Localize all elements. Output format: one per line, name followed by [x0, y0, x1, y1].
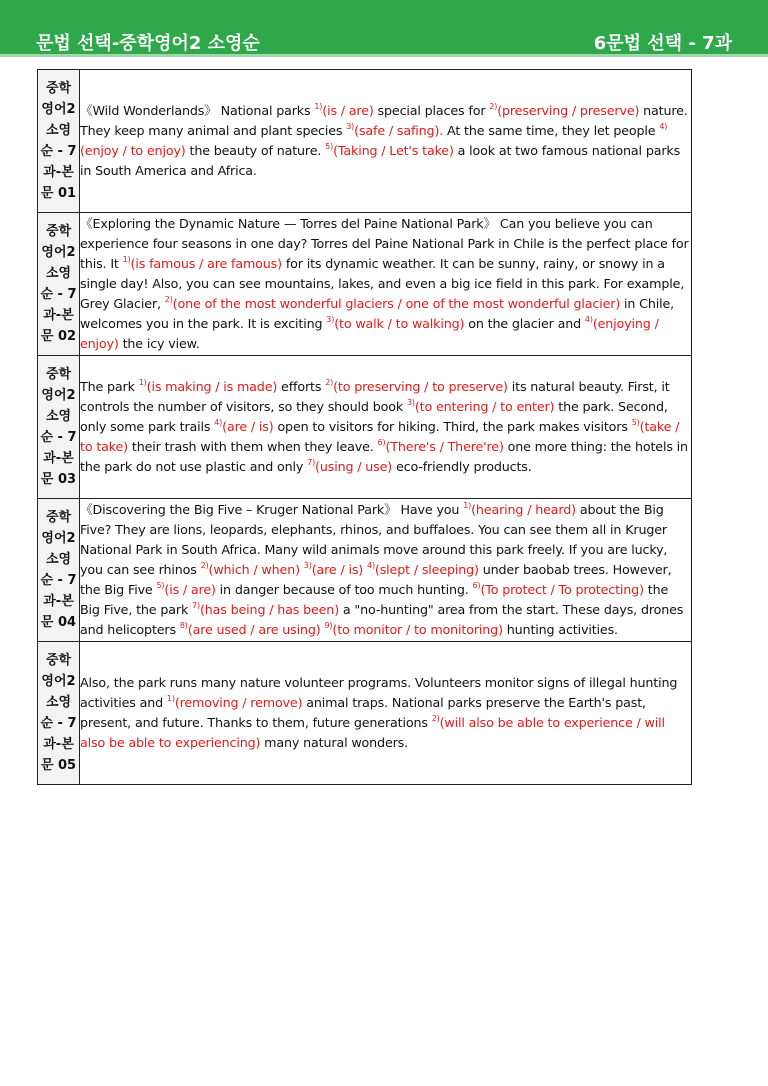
choice-pair[interactable]: (enjoying / enjoy) — [80, 316, 659, 351]
blank-number: 1) — [463, 501, 472, 510]
label-line: 소영 — [45, 123, 72, 138]
label-line: 영어2 — [41, 388, 76, 403]
blank-number: 5) — [631, 418, 640, 427]
table-row — [38, 642, 692, 785]
row-label — [38, 213, 80, 356]
choice-pair[interactable]: (enjoy / to enjoy) — [80, 143, 186, 158]
label-line: 영어2 — [41, 245, 76, 260]
label-line: 중학 — [45, 367, 72, 382]
blank-number: 4) — [367, 561, 375, 570]
label-line: 과-본 — [43, 451, 74, 466]
label-line: 중학 — [45, 653, 72, 668]
header-title: 문법 선택-중학영어2 소영순 — [36, 33, 260, 54]
label-line: 중학 — [45, 81, 72, 96]
choice-pair[interactable]: (is / are) — [322, 103, 374, 118]
row-label — [38, 642, 80, 785]
blank-number: 4) — [584, 315, 593, 324]
blank-number: 7) — [192, 601, 200, 610]
choice-pair[interactable]: (To protect / To protecting) — [480, 582, 644, 597]
blank-number: 2) — [325, 378, 334, 387]
label-line: 과-본 — [43, 594, 74, 609]
blank-number: 2) — [489, 102, 498, 111]
choice-pair[interactable]: (slept / sleeping) — [374, 562, 479, 577]
question-table — [37, 69, 692, 785]
label-line: 소영 — [45, 266, 72, 281]
choice-pair[interactable]: (removing / remove) — [174, 695, 303, 710]
choice-pair[interactable]: (which / when) — [208, 562, 300, 577]
table-row — [38, 499, 692, 642]
blank-number: 2) — [164, 295, 173, 304]
label-line: 과-본 — [43, 737, 74, 752]
choice-pair[interactable]: (take / to take) — [80, 419, 680, 454]
blank-number: 2) — [200, 561, 209, 570]
label-line: 순 - 7 — [40, 716, 77, 731]
label-line: 문 01 — [40, 186, 77, 201]
row-label — [38, 356, 80, 499]
choice-pair[interactable]: (are / is) — [222, 419, 274, 434]
blank-number: 7) — [307, 458, 316, 467]
label-line: 소영 — [45, 409, 72, 424]
label-line: 문 02 — [40, 329, 77, 344]
label-line: 문 04 — [40, 615, 77, 630]
blank-number: 3) — [303, 561, 312, 570]
choice-pair[interactable]: (to entering / to enter) — [414, 399, 555, 414]
label-line: 과-본 — [43, 165, 74, 180]
choice-pair[interactable]: (to walk / to walking) — [334, 316, 465, 331]
table-row — [38, 70, 692, 213]
choice-pair[interactable]: (safe / safing). — [354, 123, 444, 138]
label-line: 영어2 — [41, 531, 76, 546]
choice-pair[interactable]: (Taking / Let's take) — [333, 143, 454, 158]
blank-number: 5) — [156, 581, 165, 590]
choice-pair[interactable]: (are / is) — [311, 562, 364, 577]
choice-pair[interactable]: (has being / has been) — [199, 602, 339, 617]
label-line: 순 - 7 — [40, 287, 77, 302]
blank-number: 6) — [472, 581, 481, 590]
label-line: 과-본 — [43, 308, 74, 323]
choice-pair[interactable]: (will also be able to experience / will also be able to experiencing) — [80, 715, 665, 750]
passage-text: 《Exploring the Dynamic Nature — Torres del Paine National Park》 Can you believe you can experience four seasons in one day? Torres del Paine National Park in Chile is the perfect place for this. It $^{1)}$(is famous / are famous) for its dynamic weather. It can be sunny, rainy, or snowy in a single day! Also, you can see mountains, lakes, and even a big ice field in this park. For example, Grey Glacier, $^{2)}$(one of the most wonderful glaciers / one of the most wonderful glacier) in Chile, welcomes you in the park. It is exciting $^{3)}$(to walk / to walking) on the glacier and $^{4)}$(enjoying / enjoy) the icy view. — [80, 213, 692, 356]
label-line: 소영 — [45, 552, 72, 567]
row-label — [38, 499, 80, 642]
header-lesson: 6문법 선택 - 7과 — [593, 33, 732, 54]
label-line: 문 03 — [40, 472, 77, 487]
blank-number: 5) — [325, 142, 334, 151]
blank-number: 1) — [166, 694, 175, 703]
passage-text: Also, the park runs many nature volunteer programs. Volunteers monitor signs of illegal hunting activities and $^{1)}$(removing / remove) animal traps. National parks preserve the Earth's past, present, and future. Thanks to them, future generations $^{2)}$(will also be able to experience / will also be able to experiencing) many natural wonders. — [80, 642, 692, 785]
choice-pair[interactable]: (is / are) — [164, 582, 216, 597]
blank-number: 2) — [431, 714, 440, 723]
choice-pair[interactable]: (using / use) — [315, 459, 393, 474]
label-line: 문 05 — [40, 758, 77, 773]
blank-number: 1) — [122, 255, 131, 264]
blank-number: 4) — [214, 418, 223, 427]
label-line: 영어2 — [41, 674, 76, 689]
row-label — [38, 70, 80, 213]
label-line: 영어2 — [41, 102, 76, 117]
label-line: 순 - 7 — [40, 430, 77, 445]
table-row — [38, 213, 692, 356]
page-header — [0, 0, 768, 56]
choice-pair[interactable]: (preserving / preserve) — [497, 103, 640, 118]
label-line: 순 - 7 — [40, 144, 77, 159]
choice-pair[interactable]: (are used / are using) — [187, 622, 321, 637]
passage-text: 《Discovering the Big Five – Kruger National Park》 Have you $^{1)}$(hearing / heard) about the Big Five? They are lions, leopards, elephants, rhinos, and buffaloes. You can see them all in Kruger National Park in South Africa. Many wild animals move around this park freely. If you are lucky, you can see rhinos $^{2)}$(which / when) $^{3)}$(are / is) $^{4)}$(slept / sleeping) under baobab trees. However, the Big Five $^{5)}$(is / are) in danger because of too much hunting. $^{6)}$(To protect / To protecting) the Big Five, the park $^{7)}$(has being / has been) a "no-hunting" area from the start. These days, drones and helicopters $^{8)}$(are used / are using) $^{9)}$(to monitor / to monitoring) hunting activities. — [80, 499, 692, 642]
label-line: 순 - 7 — [40, 573, 77, 588]
blank-number: 3) — [346, 122, 355, 131]
choice-pair[interactable]: (hearing / heard) — [471, 502, 576, 517]
choice-pair[interactable]: (is making / is made) — [146, 379, 278, 394]
choice-pair[interactable]: (to monitor / to monitoring) — [332, 622, 503, 637]
blank-number: 1) — [138, 378, 147, 387]
blank-number: 6) — [377, 438, 386, 447]
passage-text: The park $^{1)}$(is making / is made) efforts $^{2)}$(to preserving / to preserve) its natural beauty. First, it controls the number of visitors, so they should book $^{3)}$(to entering / to enter) the park. Second, only some park trails $^{4)}$(are / is) open to visitors for hiking. Third, the park makes visitors $^{5)}$(take / to take) their trash with them when they leave. $^{6)}$(There's / There're) one more thing: the hotels in the park do not use plastic and only $^{7)}$(using / use) eco-friendly products. — [80, 356, 692, 499]
label-line: 중학 — [45, 510, 72, 525]
choice-pair[interactable]: (There's / There're) — [385, 439, 504, 454]
table-row — [38, 356, 692, 499]
blank-number: 8) — [179, 621, 188, 630]
choice-pair[interactable]: (is famous / are famous) — [130, 256, 282, 271]
choice-pair[interactable]: (one of the most wonderful glaciers / one of the most wonderful glacier) — [172, 296, 621, 311]
blank-number: 3) — [406, 398, 415, 407]
label-line: 중학 — [45, 224, 72, 239]
blank-number: 3) — [326, 315, 335, 324]
passage-text: 《Wild Wonderlands》 National parks $^{1)}$(is / are) special places for $^{2)}$(preserving / preserve) nature. They keep many animal and plant species $^{3)}$(safe / safing). At the same time, they let people $^{4)}$(enjoy / to enjoy) the beauty of nature. $^{5)}$(Taking / Let's take) a look at two famous national parks in South America and Africa. — [80, 70, 692, 213]
label-line: 소영 — [45, 695, 72, 710]
blank-number: 9) — [324, 621, 333, 630]
blank-number: 4) — [659, 122, 668, 131]
choice-pair[interactable]: (to preserving / to preserve) — [333, 379, 508, 394]
blank-number: 1) — [314, 102, 323, 111]
header-underline — [0, 54, 768, 57]
